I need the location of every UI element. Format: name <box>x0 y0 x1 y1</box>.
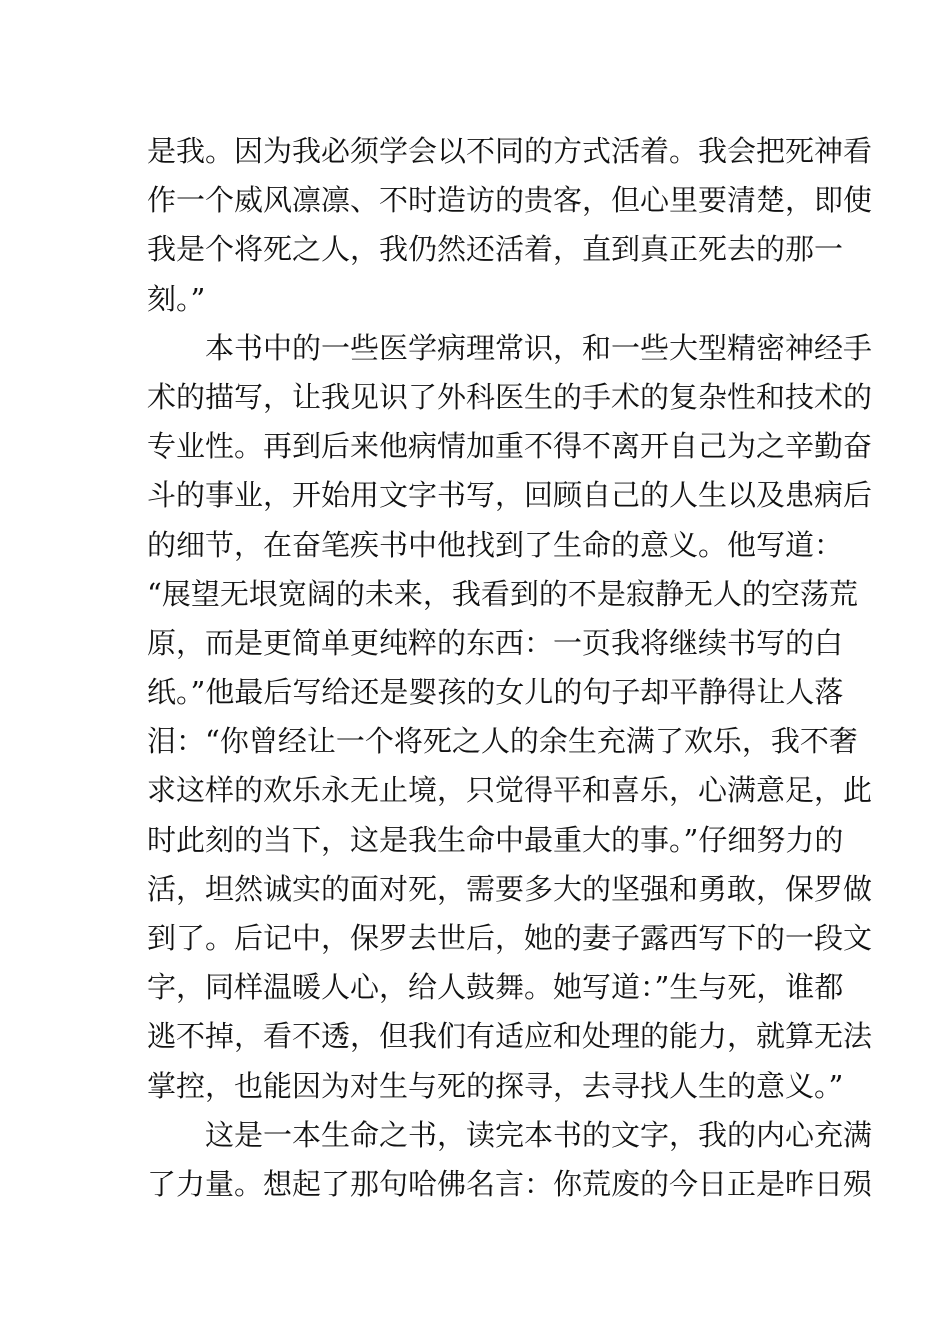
text-line: 掌控，也能因为对生与死的探寻，去寻找人生的意义。” <box>147 1068 844 1103</box>
text-line: 到了。后记中，保罗去世后，她的妻子露西写下的一段文 <box>147 921 873 955</box>
text-line: 时此刻的当下，这是我生命中最重大的事。”仔细努力的 <box>147 822 844 857</box>
text-line: 这是一本生命之书，读完本书的文字，我的内心充满 <box>205 1117 873 1152</box>
text-line: 字，同样温暖人心，给人鼓舞。她写道：”生与死，谁都 <box>147 970 844 1005</box>
text-line: 作一个威风凛凛、不时造访的贵客，但心里要清楚，即使 <box>147 183 873 218</box>
text-line: 专业性。再到后来他病情加重不得不离开自己为之辛勤奋 <box>147 429 873 464</box>
text-line: 的细节，在奋笔疾书中他找到了生命的意义。他写道： <box>147 527 844 562</box>
text-line: 求这样的欢乐永无止境，只觉得平和喜乐，心满意足，此 <box>147 773 873 808</box>
text-line: 原，而是更简单更纯粹的东西：一页我将继续书写的白 <box>147 625 844 660</box>
text-line: 我是个将死之人，我仍然还活着，直到真正死去的那一 <box>147 232 844 267</box>
text-line: 了力量。想起了那句哈佛名言：你荒废的今日正是昨日殒 <box>147 1166 873 1201</box>
text-line: 泪：“你曾经让一个将死之人的余生充满了欢乐，我不奢 <box>147 724 858 759</box>
text-line: 本书中的一些医学病理常识，和一些大型精密神经手 <box>205 330 873 365</box>
text-line: 术的描写，让我见识了外科医生的手术的复杂性和技术的 <box>147 379 873 414</box>
text-line: 逃不掉，看不透，但我们有适应和处理的能力，就算无法 <box>147 1019 873 1054</box>
text-line: 刻。” <box>147 281 206 316</box>
text-line: 是我。因为我必须学会以不同的方式活着。我会把死神看 <box>147 134 873 168</box>
text-line: 活，坦然诚实的面对死，需要多大的坚强和勇敢，保罗做 <box>147 871 873 906</box>
text-line: 斗的事业，开始用文字书写，回顾自己的人生以及患病后 <box>147 478 873 513</box>
body-text <box>147 127 873 1209</box>
text-line: “展望无垠宽阔的未来，我看到的不是寂静无人的空荡荒 <box>147 576 858 611</box>
text-line: 纸。”他最后写给还是婴孩的女儿的句子却平静得让人落 <box>147 675 844 710</box>
